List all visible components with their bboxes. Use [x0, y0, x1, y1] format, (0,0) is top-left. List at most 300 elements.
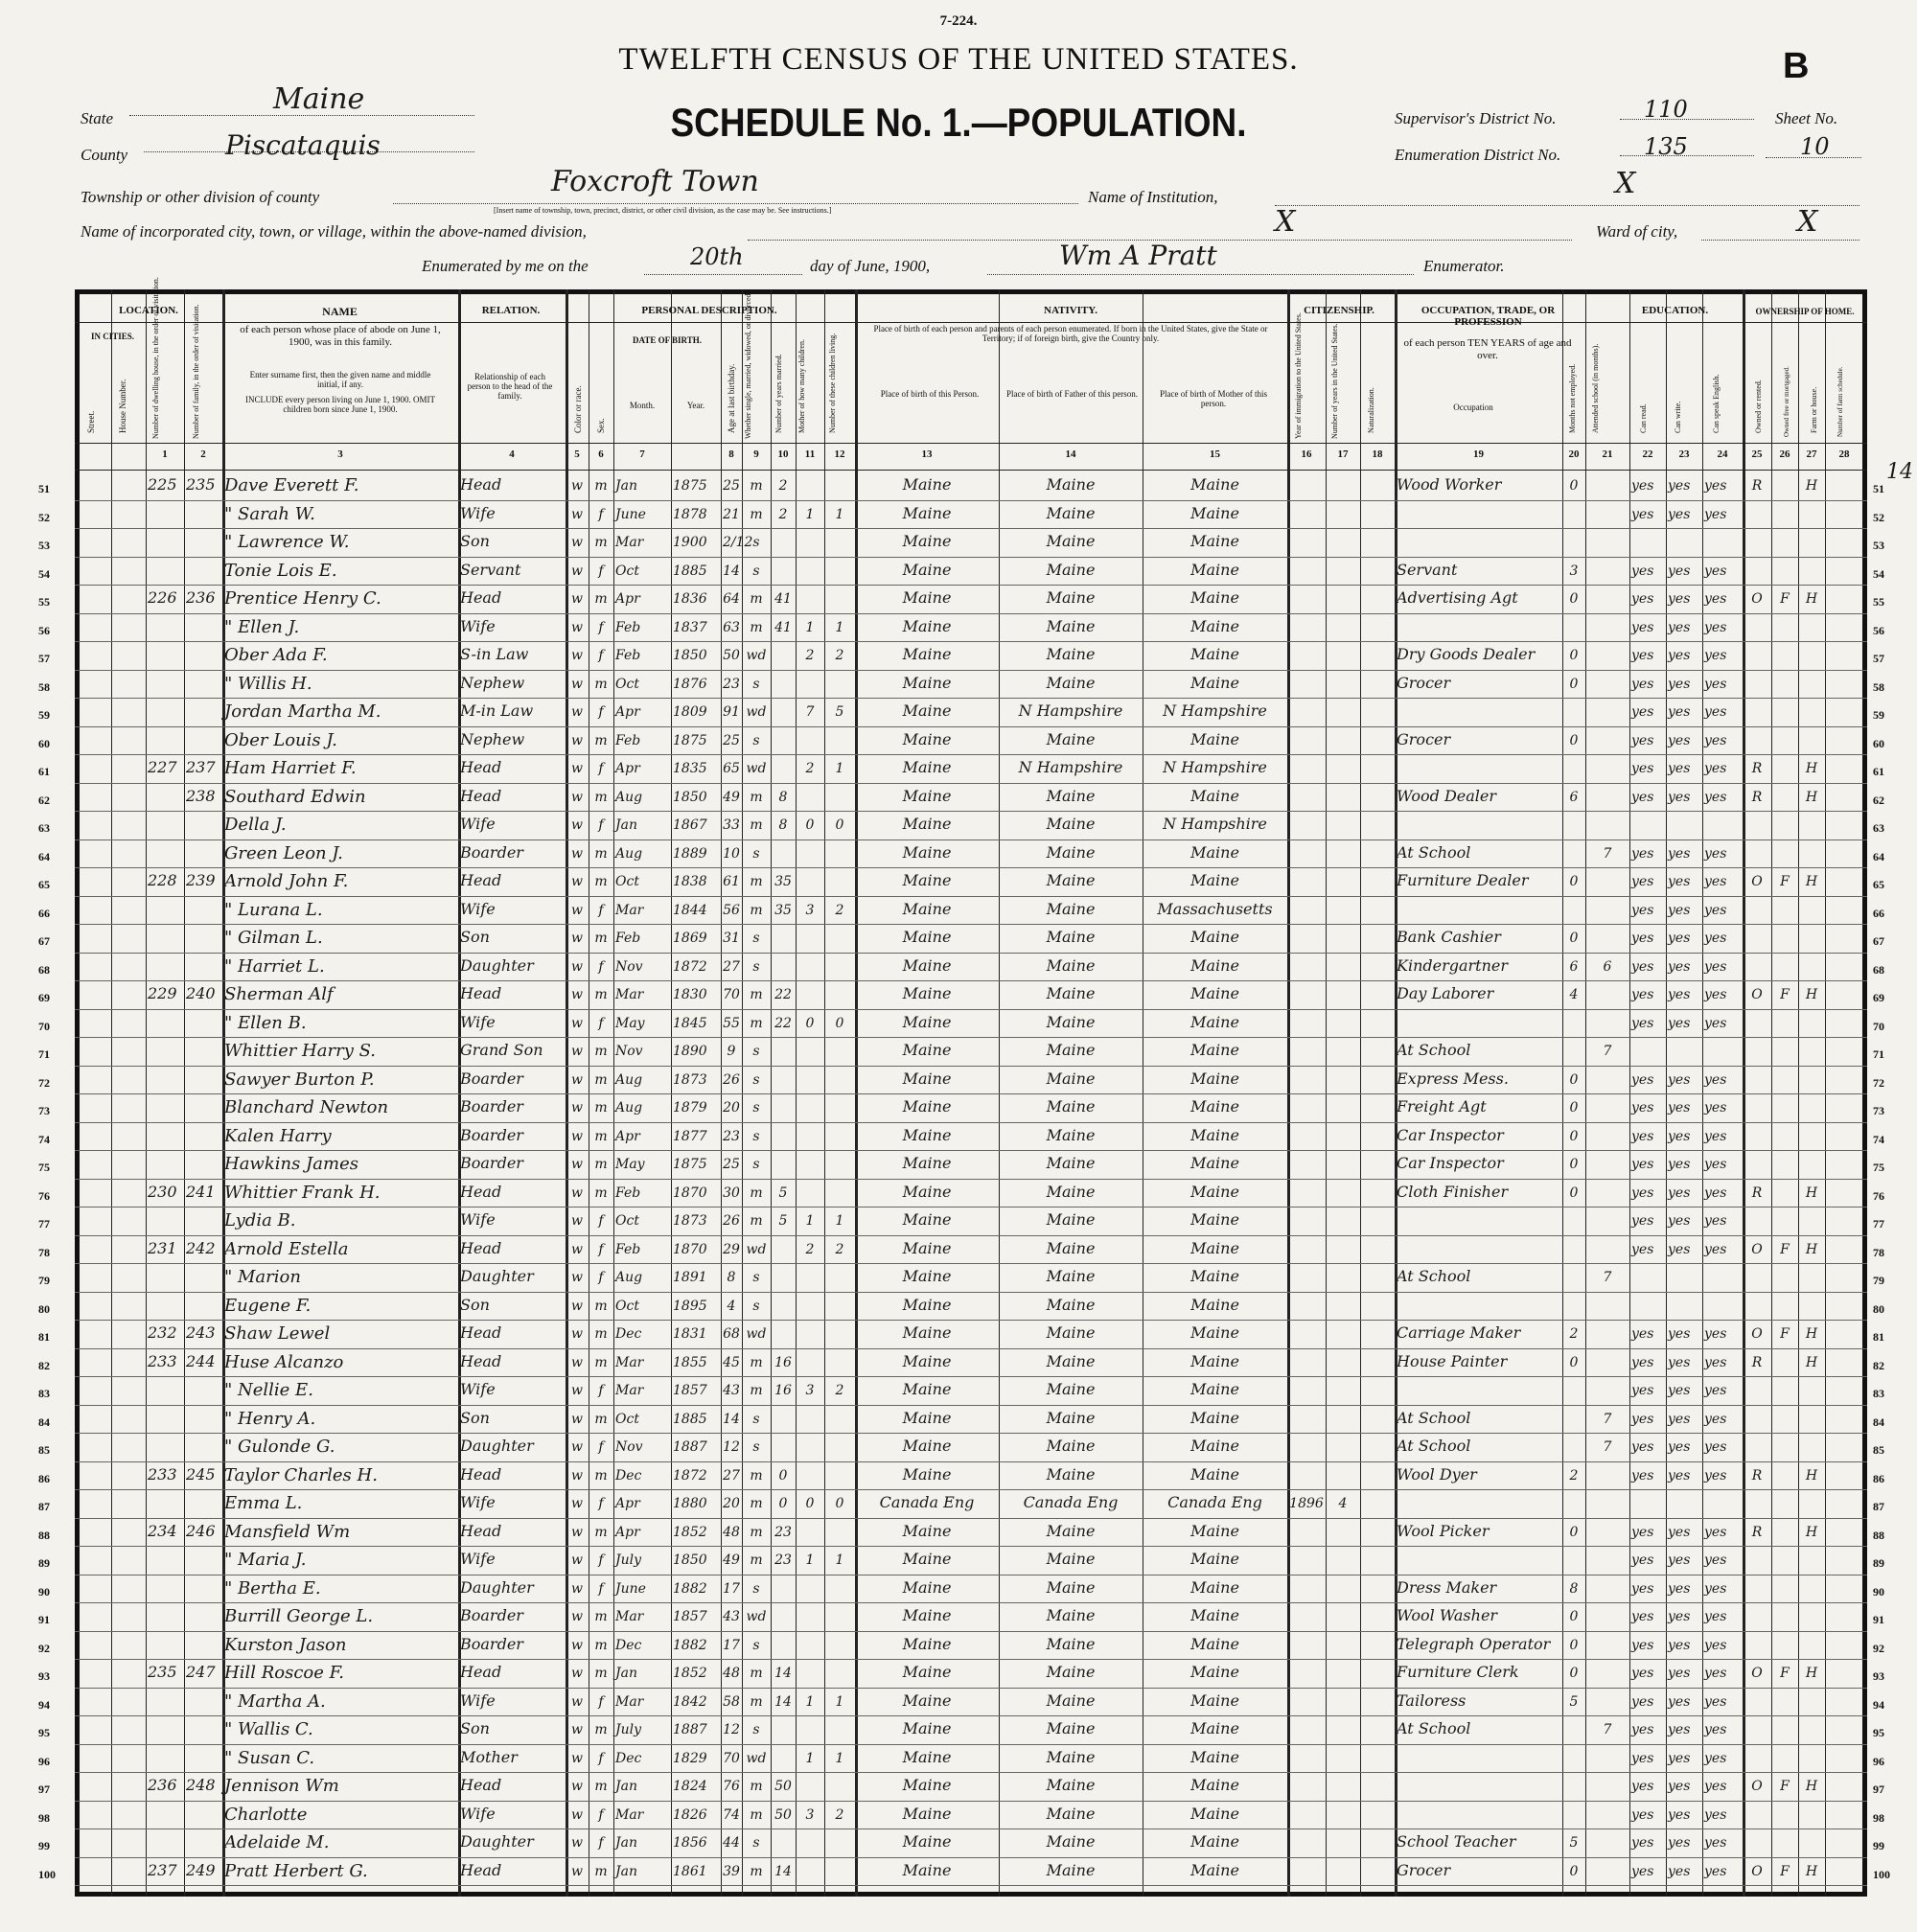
state-value: Maine	[273, 82, 365, 116]
cell-dw: 233	[148, 1464, 177, 1484]
cell-wr: yes	[1668, 845, 1691, 862]
line-number-right: 82	[1873, 1358, 1884, 1372]
cell-rel: S-in Law	[460, 645, 529, 663]
cell-rel: Son	[460, 1719, 490, 1737]
cell-pob: Maine	[902, 532, 952, 550]
cell-col: w	[571, 1835, 583, 1851]
cell-mon: Feb	[615, 1241, 641, 1257]
cell-occ: Grocer	[1397, 729, 1451, 748]
cell-fpob: Maine	[1046, 1097, 1096, 1116]
cell-age: 45	[723, 1354, 740, 1370]
cell-pob: Maine	[902, 1380, 952, 1398]
institution-field	[1275, 184, 1859, 206]
schedule-title: SCHEDULE No. 1.—POPULATION.	[670, 100, 1247, 145]
cell-own: O	[1751, 1666, 1763, 1681]
line-number-right: 73	[1873, 1104, 1884, 1117]
cell-mar: m	[750, 591, 763, 607]
attended-school-header: Attended school (in months).	[1591, 343, 1600, 433]
cell-mpob: Maine	[1190, 1577, 1239, 1597]
cell-wr: yes	[1668, 931, 1691, 946]
cell-wr: yes	[1668, 789, 1691, 805]
cell-mar: s	[752, 931, 760, 946]
cell-sch: 7	[1603, 1439, 1612, 1455]
sheet-value: 10	[1800, 133, 1830, 160]
cell-wr: yes	[1668, 1580, 1691, 1597]
column-number: 28	[1838, 448, 1850, 460]
cell-rel: Boarder	[460, 1154, 523, 1172]
cell-fpob: Maine	[1046, 928, 1096, 946]
cell-rd: yes	[1631, 1383, 1654, 1398]
cell-yr: 1887	[673, 1439, 707, 1455]
column-number: 9	[753, 448, 759, 460]
cell-col: w	[571, 648, 583, 663]
cell-fh: H	[1805, 1326, 1818, 1342]
cell-ym: 8	[778, 789, 788, 805]
cell-col: w	[571, 1467, 583, 1484]
cell-rd: yes	[1631, 958, 1654, 975]
cell-fpob: Maine	[1046, 815, 1096, 833]
cell-mne: 0	[1569, 931, 1579, 946]
family-number-header: Number of family, in the order of visitation.	[192, 304, 200, 439]
cell-mon: Nov	[615, 958, 643, 975]
cell-ym: 35	[774, 874, 792, 889]
cell-sex: f	[598, 506, 604, 522]
column-number: 23	[1678, 448, 1690, 460]
cell-rel: Daughter	[460, 1267, 534, 1285]
cell-en: yes	[1704, 1806, 1727, 1823]
cell-col: w	[571, 1354, 583, 1370]
cell-own: O	[1751, 874, 1763, 889]
cell-mar: s	[752, 1580, 760, 1597]
table-row	[38, 1095, 1884, 1123]
cell-mar: s	[752, 563, 760, 579]
cell-own: R	[1751, 1354, 1763, 1370]
cell-pob: Maine	[902, 616, 952, 635]
table-row	[38, 1322, 1884, 1349]
table-row	[38, 898, 1884, 926]
cell-col: w	[571, 535, 583, 550]
line-number-left: 59	[38, 708, 50, 722]
cell-yr: 1836	[673, 591, 707, 607]
cell-own: R	[1751, 1467, 1763, 1484]
cell-own: R	[1751, 478, 1763, 494]
cell-ym: 41	[774, 619, 792, 635]
line-number-right: 84	[1873, 1414, 1884, 1429]
cell-name: Arnold Estella	[224, 1238, 349, 1259]
cell-rel: Nephew	[460, 729, 525, 748]
cell-name: " Ellen J.	[224, 616, 300, 637]
cell-sex: f	[598, 1693, 604, 1710]
cell-col: w	[571, 563, 583, 579]
cell-occ: Grocer	[1397, 1860, 1451, 1879]
enumerated-month-year: day of June, 1900,	[810, 257, 931, 275]
cell-mo: 1	[805, 1213, 815, 1229]
line-number-left: 91	[38, 1613, 50, 1626]
cell-rel: Head	[460, 1351, 502, 1370]
cell-sex: f	[598, 902, 604, 918]
cell-wr: yes	[1668, 1015, 1691, 1031]
line-number-right: 94	[1873, 1697, 1884, 1712]
cell-col: w	[571, 1298, 583, 1314]
cell-mar: s	[752, 535, 760, 550]
cell-wr: yes	[1668, 902, 1691, 918]
cell-mne: 0	[1569, 874, 1579, 889]
table-row	[38, 502, 1884, 530]
cell-age: 9	[727, 1044, 736, 1059]
cell-mon: Oct	[615, 1298, 639, 1314]
table-row	[38, 1350, 1884, 1378]
occupation-description: of each person TEN YEARS of age and over.	[1403, 337, 1572, 361]
cell-age: 27	[723, 958, 740, 975]
cell-mpob: N Hampshire	[1163, 815, 1267, 833]
cell-mo: 1	[805, 506, 815, 522]
cell-mar: s	[752, 1722, 760, 1737]
cell-fpob: Maine	[1046, 1238, 1096, 1257]
cell-en: yes	[1704, 1750, 1727, 1766]
cell-ym: 8	[778, 817, 788, 833]
cell-age: 20	[723, 1100, 740, 1116]
cell-mpob: Maine	[1190, 842, 1239, 862]
cell-mne: 0	[1569, 1354, 1579, 1370]
cell-fam: 240	[186, 984, 216, 1002]
cell-fpob: Maine	[1046, 1154, 1096, 1172]
header-rule	[75, 470, 1867, 471]
cell-cl: 1	[835, 506, 844, 522]
cell-sex: f	[598, 1213, 604, 1229]
cell-ym: 50	[774, 1806, 792, 1823]
table-row	[38, 1208, 1884, 1236]
cell-cl: 2	[835, 1241, 844, 1257]
cell-name: " Marion	[224, 1267, 301, 1287]
cell-rd: yes	[1631, 1722, 1654, 1737]
cell-wr: yes	[1668, 1213, 1691, 1229]
column-number: 7	[639, 448, 645, 460]
cell-fpob: Maine	[1046, 1295, 1096, 1314]
line-number-left: 51	[38, 482, 50, 495]
cell-wr: yes	[1668, 1326, 1691, 1342]
cell-en: yes	[1704, 1213, 1727, 1229]
cell-wr: yes	[1668, 874, 1691, 889]
column-number: 26	[1779, 448, 1790, 460]
cell-rd: yes	[1631, 704, 1654, 720]
cell-rel: Wife	[460, 1804, 496, 1823]
cell-yr: 1885	[673, 563, 707, 579]
column-number: 16	[1301, 448, 1312, 460]
table-row	[38, 1803, 1884, 1830]
cell-rel: Son	[460, 532, 490, 550]
cell-mne: 5	[1569, 1693, 1579, 1710]
cell-en: yes	[1704, 1580, 1727, 1597]
table-row	[38, 1294, 1884, 1322]
cell-dw: 232	[148, 1323, 177, 1342]
cell-name: " Nellie E.	[224, 1380, 313, 1400]
cell-col: w	[571, 761, 583, 776]
cell-col: w	[571, 1100, 583, 1116]
cell-yr: 1870	[673, 1241, 707, 1257]
cell-col: w	[571, 478, 583, 494]
column-number: 14	[1065, 448, 1076, 460]
cell-rd: yes	[1631, 1693, 1654, 1710]
cell-own: R	[1751, 761, 1763, 776]
line-number-left: 80	[38, 1301, 50, 1316]
cell-cl: 1	[835, 761, 844, 776]
line-number-right: 71	[1873, 1047, 1884, 1061]
county-label: County	[81, 146, 128, 164]
cell-en: yes	[1704, 761, 1727, 776]
cell-en: yes	[1704, 1722, 1727, 1737]
cell-yr: 1887	[673, 1722, 707, 1737]
cell-rel: Nephew	[460, 673, 525, 692]
cell-mpob: Maine	[1190, 588, 1239, 607]
cell-pob: Maine	[902, 1210, 952, 1229]
cell-sex: f	[598, 1270, 604, 1285]
cell-fpob: Maine	[1046, 1380, 1096, 1398]
cell-mpob: Maine	[1190, 1069, 1239, 1088]
cell-mar: wd	[746, 1241, 767, 1257]
cell-pob: Maine	[902, 1437, 952, 1455]
line-number-left: 63	[38, 821, 50, 835]
cell-fr: F	[1780, 1779, 1790, 1794]
cell-pob: Maine	[902, 1719, 952, 1737]
cell-yr: 1872	[673, 958, 707, 975]
cell-rd: yes	[1631, 1241, 1654, 1257]
cell-age: 70	[723, 987, 740, 1002]
cell-mo: 0	[805, 1496, 815, 1511]
line-number-right: 83	[1873, 1387, 1884, 1400]
owned-free-header: Owned free or mortgaged.	[1783, 366, 1790, 437]
cell-wr: yes	[1668, 1383, 1691, 1398]
cell-age: 48	[723, 1524, 740, 1540]
cell-mpob: Maine	[1190, 1550, 1239, 1568]
cell-age: 23	[723, 676, 740, 692]
cell-cl: 2	[835, 902, 844, 918]
cell-mar: s	[752, 676, 760, 692]
enumerated-day: 20th	[690, 243, 744, 270]
cell-age: 25	[723, 732, 740, 748]
cell-wr: yes	[1668, 732, 1691, 748]
cell-age: 49	[723, 1552, 740, 1568]
cell-fpob: Maine	[1046, 786, 1096, 805]
cell-rd: yes	[1631, 845, 1654, 862]
cell-age: 17	[723, 1580, 740, 1597]
cell-occ: At School	[1397, 1719, 1471, 1737]
cell-mar: m	[750, 1779, 763, 1794]
cell-mar: m	[750, 1524, 763, 1540]
cell-mpob: Maine	[1190, 1464, 1239, 1484]
cell-col: w	[571, 1411, 583, 1427]
cell-rel: Wife	[460, 815, 496, 833]
table-row	[38, 1830, 1884, 1858]
cell-mar: m	[750, 1666, 763, 1681]
cell-own: R	[1751, 1184, 1763, 1201]
table-row	[38, 1859, 1890, 1887]
cell-age: 70	[723, 1750, 740, 1766]
cell-yr: 1873	[673, 1213, 707, 1229]
cell-age: 14	[723, 563, 740, 579]
cell-rd: yes	[1631, 1354, 1654, 1370]
line-number-right: 92	[1873, 1641, 1884, 1655]
cell-occ: Servant	[1397, 560, 1458, 579]
cell-yr: 1857	[673, 1383, 707, 1398]
cell-mon: Jan	[615, 478, 637, 494]
column-number: 11	[804, 448, 816, 460]
line-number-left: 99	[38, 1839, 50, 1852]
cell-fh: H	[1805, 591, 1818, 607]
cell-age: 12	[723, 1439, 740, 1455]
column-number: 24	[1717, 448, 1728, 460]
cell-ym: 16	[774, 1354, 792, 1370]
cell-sex: m	[594, 1666, 608, 1681]
cell-rel: Daughter	[460, 1437, 534, 1455]
cell-col: w	[571, 1015, 583, 1031]
table-row	[38, 869, 1884, 897]
cell-age: 65	[723, 761, 740, 776]
cell-mar: s	[752, 1835, 760, 1851]
cell-sch: 6	[1603, 958, 1612, 975]
cell-fam: 242	[186, 1238, 216, 1257]
cell-name: " Martha A.	[224, 1690, 326, 1712]
line-number-left: 78	[38, 1245, 50, 1259]
cell-mar: wd	[746, 648, 767, 663]
cell-mpob: Canada Eng	[1167, 1493, 1262, 1511]
cell-occ: At School	[1397, 1408, 1471, 1427]
cell-cl: 1	[835, 1693, 844, 1710]
cell-age: 25	[723, 1157, 740, 1172]
occupation-column-header: Occupation	[1453, 402, 1493, 412]
cell-sex: m	[594, 1071, 608, 1088]
cell-yr: 1809	[673, 704, 707, 720]
cell-age: 55	[723, 1015, 740, 1031]
cell-age: 91	[723, 704, 740, 720]
cell-age: 21	[723, 506, 740, 522]
cell-mpob: Maine	[1190, 1521, 1239, 1540]
cell-name: " Lawrence W.	[224, 532, 350, 552]
line-number-right: 65	[1873, 878, 1884, 891]
cell-pob: Maine	[902, 645, 952, 663]
cell-cl: 2	[835, 648, 844, 663]
cell-rd: yes	[1631, 1128, 1654, 1144]
line-number-left: 57	[38, 652, 50, 665]
cell-name: " Maria J.	[224, 1550, 307, 1570]
cell-fh: H	[1805, 874, 1818, 889]
cell-mpob: Maine	[1190, 1380, 1239, 1398]
cell-fam: 245	[186, 1464, 216, 1484]
cell-occ: Freight Agt	[1397, 1097, 1487, 1116]
cell-rel: Servant	[460, 560, 521, 579]
cell-col: w	[571, 1128, 583, 1144]
cell-mon: Nov	[615, 1044, 643, 1059]
cell-occ: School Teacher	[1397, 1832, 1516, 1851]
cell-en: yes	[1704, 1666, 1727, 1681]
cell-fh: H	[1805, 1241, 1818, 1257]
column-number: 2	[200, 448, 206, 460]
line-number-right: 69	[1873, 991, 1884, 1004]
cell-pob: Maine	[902, 758, 952, 776]
column-number: 22	[1642, 448, 1653, 460]
table-row	[38, 1746, 1884, 1774]
cell-mo: 3	[805, 1806, 815, 1823]
cell-name: Southard Edwin	[224, 786, 366, 807]
cell-mpob: Maine	[1190, 1097, 1239, 1116]
cell-rd: yes	[1631, 931, 1654, 946]
cell-wr: yes	[1668, 958, 1691, 975]
cell-mon: Apr	[615, 761, 640, 776]
cell-fh: H	[1805, 1666, 1818, 1681]
cell-sex: f	[598, 1580, 604, 1597]
cell-sex: m	[594, 1467, 608, 1484]
cell-sex: m	[594, 1326, 608, 1342]
cell-en: yes	[1704, 1637, 1727, 1653]
column-number: 5	[574, 448, 580, 460]
cell-sex: m	[594, 1184, 608, 1201]
cell-mon: Mar	[615, 987, 644, 1002]
cell-occ: At School	[1397, 1437, 1471, 1455]
cell-mne: 0	[1569, 732, 1579, 748]
cell-mon: Jan	[615, 1779, 637, 1794]
cell-yr: 1889	[673, 845, 707, 862]
cell-mar: m	[750, 1552, 763, 1568]
cell-col: w	[571, 1580, 583, 1597]
cell-age: 26	[723, 1213, 740, 1229]
cell-pob: Maine	[902, 955, 952, 975]
cell-mo: 3	[805, 1383, 815, 1398]
sheet-letter: B	[1783, 46, 1810, 86]
enum-district-label: Enumeration District No.	[1395, 146, 1561, 164]
cell-mar: m	[750, 506, 763, 522]
cell-ym: 16	[774, 1383, 792, 1398]
line-number-left: 94	[38, 1697, 50, 1712]
cell-pob: Maine	[902, 1550, 952, 1568]
cell-mpob: Maine	[1190, 928, 1239, 946]
cell-ym: 35	[774, 902, 792, 918]
line-number-right: 88	[1873, 1528, 1884, 1542]
line-number-right: 58	[1873, 679, 1884, 694]
cell-yr: 1875	[673, 732, 707, 748]
cell-mne: 6	[1569, 789, 1579, 805]
cell-mpob: Maine	[1190, 1860, 1239, 1879]
cell-rel: Boarder	[460, 1069, 523, 1088]
cell-sex: f	[598, 817, 604, 833]
cell-en: yes	[1704, 1524, 1727, 1540]
cell-cl: 2	[835, 1383, 844, 1398]
cell-mon: Oct	[615, 563, 639, 579]
cell-name: Mansfield Wm	[224, 1521, 351, 1542]
cell-en: yes	[1704, 845, 1727, 862]
cell-col: w	[571, 676, 583, 692]
cell-mar: m	[750, 817, 763, 833]
cell-mon: Jan	[615, 817, 637, 833]
cell-yr: 1850	[673, 789, 707, 805]
cell-rel: Boarder	[460, 1097, 523, 1116]
table-row	[38, 1011, 1884, 1039]
cell-fpob: Maine	[1046, 1012, 1096, 1031]
cell-mon: Feb	[615, 732, 641, 748]
cell-rel: Boarder	[460, 1606, 523, 1624]
can-write-header: Can write.	[1674, 401, 1682, 433]
cell-own: O	[1751, 1326, 1763, 1342]
line-number-left: 87	[38, 1500, 50, 1513]
cell-yr: 1891	[673, 1270, 707, 1285]
line-number-left: 60	[38, 736, 50, 750]
cell-rd: yes	[1631, 1439, 1654, 1455]
cell-sex: f	[598, 1750, 604, 1766]
table-row	[38, 982, 1884, 1010]
cell-col: w	[571, 817, 583, 833]
cell-mne: 0	[1569, 1071, 1579, 1088]
cell-sex: m	[594, 1411, 608, 1427]
cell-name: Ober Ada F.	[224, 645, 328, 665]
cell-en: yes	[1704, 563, 1727, 579]
